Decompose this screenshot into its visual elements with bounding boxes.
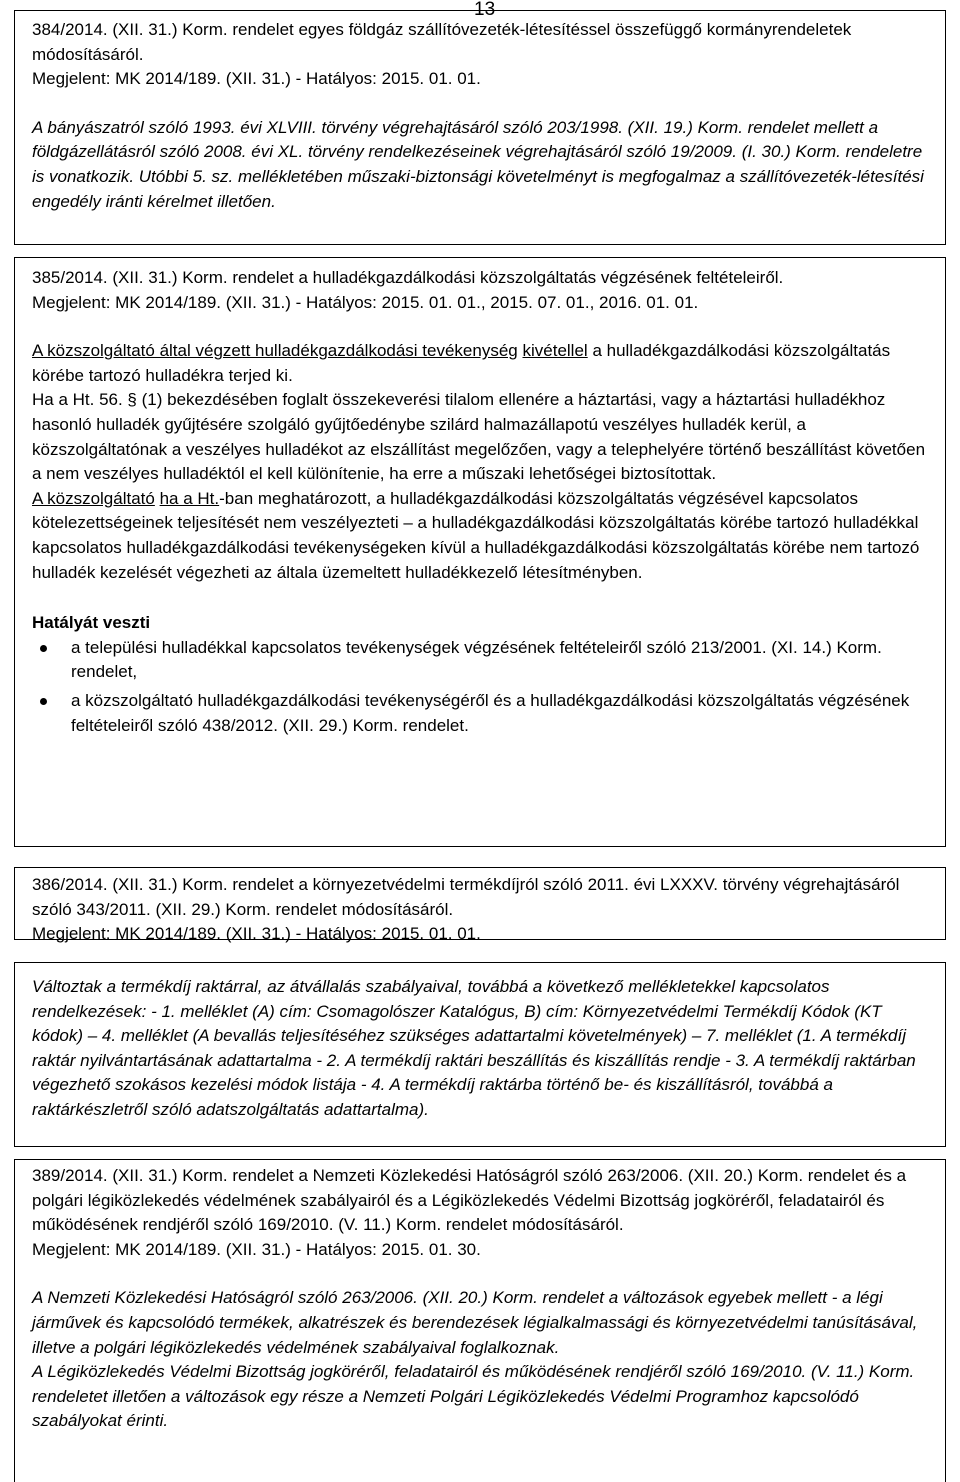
regulation-box-386-header [14,867,946,944]
regulation-summary: A Nemzeti Közlekedési Hatóságról szóló 263/2006. (XII. 20.) Korm. rendelet a változások egyebek mellett - a légi járművek és kapcsolódó termékek, alkatrészek és berendezések légialkalmassági és környezetvédelmi tanúsításával, illetve a polgári légiközlekedés védelmének szabályaival foglalkoznak. [32,1288,918,1357]
regulation-title: 385/2014. (XII. 31.) Korm. rendelet a hulladékgazdálkodási közszolgáltatás végzésének feltételeiről. [32,268,784,287]
provider-text-b: -ban meghatározott, a hulladékgazdálkodási közszolgáltatás végzésével kapcsolatos kötelezettségeinek teljesítését nem veszélyezteti – a hulladékgazdálkodási közszolgáltatás körébe tartozó hulladékkal kapcsolatos hulladékgazdálkodási tevékenységeken kívül a hulladékgazdálkodási közszolgáltatás körébe nem tartozó hulladék kezelését végezheti az általa üzemeltett hulladékkezelő létesítményben. [32,488,920,582]
regulation-title: 389/2014. (XII. 31.) Korm. rendelet a Nemzeti Közlekedési Hatóságról szóló 263/2006. (XII. 20.) Korm. rendelet és a polgári légiközlekedés védelmének szabályairól és a Légiközlekedés Védelmi Bizottság jogköréről, feladatairól és működésének rendjéről szóló 169/2010. (V. 11.) Korm. rendelet módosításáról. [32,1166,907,1235]
scope-text-b: a hulladékgazdálkodási közszolgáltatás körébe tartozó hulladékra terjed ki. [32,341,891,385]
repeal-list-item: a települési hulladékkal kapcsolatos tevékenységek végzésének feltételeiről szóló 213/2001. (XI. 14.) Korm. rendelet, [71,636,935,685]
scope-text-a: A közszolgáltató által végzett hulladékgazdálkodási tevékenység [32,341,518,361]
regulation-box-389 [14,1159,946,1482]
regulation-box-386-body [14,962,946,1147]
bullet-icon [40,645,47,652]
page-number: 13 [474,0,496,20]
scope-paragraph [32,339,935,388]
publication-info: Megjelent: MK 2014/189. (XII. 31.) - Hatályos: 2015. 01. 01., 2015. 07. 01., 2016. 01. 01. [32,292,699,312]
hazardous-waste-paragraph: Ha a Ht. 56. § (1) bekezdésében foglalt összekeverési tilalom ellenére a háztartási, vagy a háztartási hulladékhoz hasonló hulladék gyűjtésére szolgáló gyűjtőedénybe szilárd halmazállapotú veszélyes hulladék kerül, a közszolgáltatónak a veszélyes hulladékot az elszállítást megelőzően, vagy a telephelyére történő beszállítást követően a nem veszélyes hulladéktól el kell különítenie, ha erre a műszaki lehetőségei biztosítottak. [32,390,926,484]
repeal-list [32,636,935,738]
publication-info: Megjelent: MK 2014/189. (XII. 31.) - Hatályos: 2015. 01. 01. [32,924,481,944]
publication-info: Megjelent: MK 2014/189. (XII. 31.) - Hatályos: 2015. 01. 30. [32,1239,481,1259]
regulation-summary: Változtak a termékdíj raktárral, az átvállalás szabályaival, továbbá a következő mellékletekkel kapcsolatos rendelkezések: - 1. melléklet (A) cím: Csomagolószer Katalógus, B) cím: Környezetvédelmi Termékdíj Kódok (KT kódok) – 4. melléklet (A bevallás teljesítéséhez szükséges adattartalmi követelmények) – 7. melléklet (1. A termékdíj raktár nyilvántartásának adattartalma - 2. A termékdíj raktári beszállítás és kiszállítás rendje - 3. A termékdíj raktárban végezhető szokásos kezelési módok listája - 4. A termékdíj raktárba történő be- és kiszállításról, továbbá a raktárkészletről szóló adatszolgáltatás adattartalma). [32,977,916,1119]
regulation-title: 384/2014. (XII. 31.) Korm. rendelet egyes földgáz szállítóvezeték-létesítéssel összefüggő kormányrendeletek módosításáról. [32,20,852,64]
regulation-title: 386/2014. (XII. 31.) Korm. rendelet a környezetvédelmi termékdíjról szóló 2011. évi LXXXV. törvény végrehajtásáról szóló 343/2011. (XII. 29.) Korm. rendelet módosításáról. [32,875,900,919]
regulation-summary: A Légiközlekedés Védelmi Bizottság jogköréről, feladatairól és működésének rendjéről szóló 169/2010. (V. 11.) Korm. rendeletet illetően a változások egy része a Nemzeti Polgári Légiközlekedés Védelmi Programhoz kapcsolódó szabályokat érinti. [32,1362,915,1431]
scope-text-exception: kivétellel [522,341,588,361]
regulation-box-385 [14,257,946,847]
regulation-box-384 [14,10,946,245]
bullet-icon [40,698,47,705]
provider-paragraph [32,487,935,585]
provider-text-condition: ha a Ht. [159,488,220,508]
regulation-summary: A bányászatról szóló 1993. évi XLVIII. törvény végrehajtásáról szóló 203/1998. (XII. 19.) Korm. rendelet mellett a földgázellátásról szóló 2008. évi XL. törvény rendelkezéseinek végrehajtásáról szóló 19/2009. (I. 30.) Korm. rendeletre is vonatkozik. Utóbbi 5. sz. mellékletében műszaki-biztonsági követelményt is megfogalmaz a szállítóvezeték-létesítési engedély iránti kérelmet illetően. [32,117,924,211]
publication-info: Megjelent: MK 2014/189. (XII. 31.) - Hatályos: 2015. 01. 01. [32,69,481,89]
provider-text-a: A közszolgáltató [32,488,155,508]
repeal-heading: Hatályát veszti [32,613,151,633]
repeal-list-item: a közszolgáltató hulladékgazdálkodási tevékenységéről és a hulladékgazdálkodási közszolgáltatás végzésének feltételeiről szóló 438/2012. (XII. 29.) Korm. rendelet. [71,689,935,738]
